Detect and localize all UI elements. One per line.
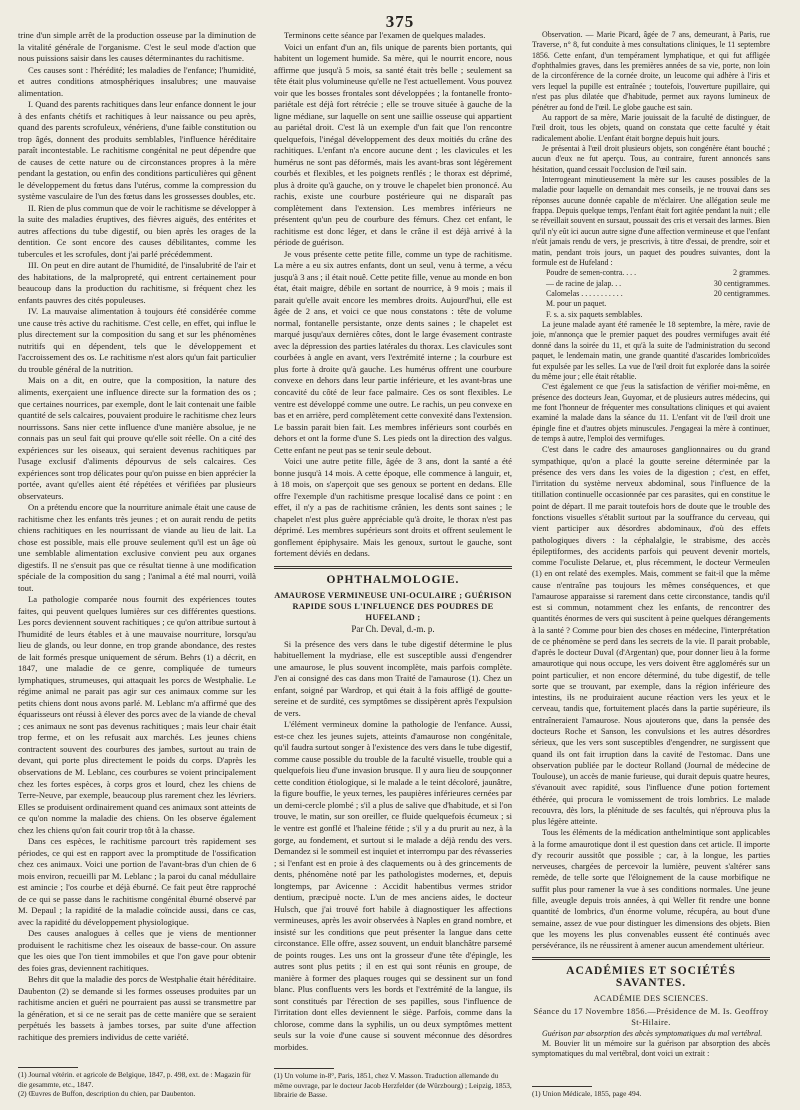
paragraph: C'est également ce que j'eus la satisfaction de vérifier moi-même, en présence des docteurs Jean, Guyomar, et de plusieurs autres médecins, qui me font l'honneur de fréquenter mes consultations cliniques et qui avaient examiné la malade dans la séance du 11. L'enfant vit de l'œil droit une épingle fine et d'autres objets minuscules. J'engageai la mère à continuer, de temps à autre, l'emploi des vermifuges. [532,382,770,444]
footnote-rule [18,1067,78,1068]
paragraph: trine d'un simple arrêt de la production osseuse par la diminution de la vitalité générale de l'organisme. C'est le seul mode d'action que nous puissions saisir dans les causes déterminantes du rachitisme. [18,30,256,64]
paragraph: Terminons cette séance par l'examen de quelques malades. [284,30,486,40]
page-number: 375 [385,12,415,31]
paragraph: Voici une autre petite fille, âgée de 3 ans, dont la santé a été bonne jusqu'à 14 mois. A cette époque, elle commence à languir, et, à 18 mois, on s'aperçoit que ses genoux se portent en dedans. Elle offre l'exemple d'un rachitisme presque localisé dans ce point : en effet, il n'y a pas de rachitisme crânien, les dents sont saines ; le chapelet n'est plus guère appréciable qu'à droite, le thorax n'est pas déprimé. Les membres supérieurs sont droits et offrent seulement le gonflement épiphysaire. Mais les genoux, surtout le gauche, sont fortement déviés en dedans. [274,456,512,559]
prescription-item: Poudre de semen-contra. . . . 2 grammes. [546,268,770,278]
paragraph: Si la présence des vers dans le tube digestif détermine le plus habituellement la mydriase, elle est susceptible aussi d'engendrer une amaurose, le plus souvent incomplète, mais parfois complète. J'en ai consigné des cas dans mon Traité de l'amaurose (1). Chez un enfant, soigné par Wardrop, et qui était à la fois affligé de goutte-sereine et de surdité, ces symptômes se dissipèrent après l'expulsion de vers. [274,638,512,718]
prescription-direction: M. pour un paquet. [546,299,607,309]
paragraph: C'est dans le cadre des amauroses ganglionnaires ou du grand sympathique, qu'on a placé la goutte sereine déterminée par la présence des vers dans les voies de la digestion ; c'est, en effet, l'irritation du système nerveux abdominal, sous l'influence de la titillation continuelle occasionnée par ces parasites, qui en constitue le point de départ. Il me parait toutefois hors de doute que le trouble des fonctions visuelles s'établit surtout par la souffrance du cerveau, qui vient participer aux désordres abdominaux, d'où des effets pathologiques divers : la céphalalgie, le strabisme, des accès épileptiformes, des accidents parfois qui peuvent devenir mortels, comme l'oculiste Delarue, et, plus récemment, le docteur Vermeulen (1) en ont relaté des exemples. Mais, comment se fait-il que la même cause n'entraîne pas toujours les mêmes conséquences, et que l'amaurose apparaisse si rarement dans cette circonstance, tandis qu'il est si commun, notamment chez les enfants, de rencontrer des quantités énormes de vers qui suscitent à peine quelques dérangements à la santé ? Comme pour bien des choses en médecine, l'interprétation de ce phénomène se perd dans les secrets de la vie. Il parait probable, d'après le docteur Duval (d'Argentan) que, pour donner lieu à la forme amaurotique qui nous occupe, les vers doivent être agglomérés sur un point particulier, et non encore déterminé, du tube digestif, de telle sorte que se trouvant, par exemple, dans la région inférieure des intestins, ils ne produiraient aucune réaction vers les yeux et le cerveau, tandis que, fortuitement placés dans la partie supérieure, ils entraîneraient l'amaurose. Nous ajouterons que, dans la pensée des docteurs Roche et Sanson, les convulsions et les autres désordres sérieux, que les vers sont susceptibles d'engendrer, ne surgissent que quand ils ont fait irruption dans la cavité de l'estomac. Dans une observation publiée par le docteur Rolland (Journal de médecine de Toulouse), un accès de manie furieuse, qui durait depuis quatre heures, s'évanouit avec rapidité, sous l'influence d'une potion fortement éthérée, qui procura le vomissement de trois lombrics. Le malade recouvra, dès lors, la plénitude de ses facultés, qui n'éprouva plus la plus légère atteinte. [532,445,770,827]
section-title: OPHTHALMOLOGIE. [326,573,460,586]
session-line: Séance du 17 Novembre 1856.—Présidence de M. Is. Geoffroy St-Hilaire. [533,1007,769,1028]
section-divider [274,566,512,569]
subsection-title: ACADÉMIE DES SCIENCES. [593,993,709,1003]
column-left [18,30,256,1043]
paragraph: Mais on a dit, en outre, que la composition, la nature des aliments, exerçaient une influence directe sur la formation des os ; que certaines nourrices, par exemple, dont le lait contenait une faible quantité de sels calcaires, pouvaient produire le rachitisme chez leurs nourrissons. Sans nier cette influence d'une manière absolue, je ne connais pas un seul fait qui prouve qu'elle soit réelle. On a cité des expériences sur les oiseaux, qui seraient devenus rachitiques par l'usage exclusif d'aliments dépourvus de sels calcaires. Ces expériences sont trop délicates pour qu'on puisse en bien apprécier la portée, avant qu'elles aient été répétées et vérifiées par plusieurs observateurs. [18,375,256,501]
footnotes-right [532,1086,770,1099]
paragraph: Tous les éléments de la médication anthelmintique sont applicables à la forme amaurotique dont il est question dans cet article. Il importe d'y recourir aussitôt que possible ; car, à la longue, les parties nerveuses, chargées de percevoir la lumière, peuvent s'altérer sans remède, de telle sorte que l'éloignement de la cause morbifique ne suffit plus pour ramener la vue à ses conditions normales. Une jeune fille, aveugle depuis trois années, à qui Weller fit rendre une bonne quantité de lombrics, d'un énorme volume, récupéra, au bout d'une semaine, assez de vue pour distinguer les dimensions des objets. Bien que les moyens les plus convenables eussent été continués avec persévérance, ils ne réussirent à amener aucun amendement ultérieur. [532,828,770,951]
paragraph: L'élément vermineux domine la pathologie de l'enfance. Aussi, est-ce chez les jeunes sujets, atteints d'amaurose non congénitale, qu'il faudra surtout songer à l'existence des vers dans le tube digestif, comme cause possible du trouble de la faculté visuelle, trouble qui a quelquefois lieu d'une invasion brusque. Il y aura lieu de soupçonner cette condition étiologique, si le malade a le teint décoloré, jaunâtre, la figure bouffie, le yeux ternes, les paupières inférieures cernées par un demi-cercle plombé ; s'il a plus de salive que d'habitude, et si l'on trouve, le matin, sur son oreiller, ce fluide quelquefois écumeux ; si le ventre est gonflé et l'haleine fétide ; s'il y a du prurit au nez, à la gorge, au fondement, et surtout si le malade a déjà rendu des vers. Demandez si le sommeil est inquiet et interrompu par des révasseries ; si l'enfant est en proie à des claquements ou à des grincements de dents, phénomène noté par les pathologistes modernes, et, depuis longtemps, par Avicenne : Accidit habentibus vermes stridor dentium, præcipuè nocte. L'un de mes anciens aides, le docteur Hulsch, que j'ai trouvé fort habile à diagnostiquer les affections vermineuses, après les avoir observées à Naples en grand nombre, et insisté sur les conditions que peut présenter la langue dans cette circonstance. Elle offre, assez souvent, un enduit blanchâtre parsemé de points rouges. Les uns ont la grosseur d'une tête d'épingle, les autres sont plus petits ; il en est qui sont réunis en groupe, de manière à former des plaques rouges qui se dessinent sur un fond blanc. Plus confluents vers les bords et l'extrémité de la langue, ils sont constitués par l'érection de ses papilles, sous l'influence de l'irritation dont elles deviennent le siège. Parfois, comme dans la chlorose, comme dans la syphilis, un ou deux symptômes mettent seuls sur la voie d'une cause si souvent méconnue des désordres morbides. [274,719,512,1052]
paragraph: Au rapport de sa mère, Marie jouissait de la faculté de distinguer, de l'œil droit, tous les objets, quand on constata que cette faculté y était radicalement abolie. L'enfant était borgne depuis huit jours. [532,112,770,143]
footnote: (2) Œuvres de Buffon, description du chien, par Daubenton. [18,1089,196,1099]
paragraph: Je vous présente cette petite fille, comme un type de rachitisme. La mère a eu six autres enfants, dont un seul, venu à terme, a vécu jusqu'à 3 ans ; il était nouê. Cette petite fille, venue au monde en bon état, était maigre, débile en sortant de nourrice, à 9 mois ; mais il parait qu'elle avait encore les membres droits. Aujourd'hui, elle est âgée de 2 ans, et voici ce que nous constatons : tête de volume normal, fontanelle persistante, onze dents saines ; le chapelet est marqué jusqu'aux dernières côtes, dont le large évasement contraste avec la dépression des parties latérales du thorax. Les clavicules sont courbées à angle en avant, vers l'extrémité interne ; la courbure est plus forte à droite qu'à gauche. Les humérus offrent une courbure convexe en dehors dans leur partie inférieure, et les avant-bras une concavité du côté de leur face palmaire. Ces os sont flexibles. Le ventre est développé comme une outre. Le rachis, un peu convexe en bas et en arrière, perd complètement cette convexité dans l'extension. Le bassin parait bien fait. Les membres inférieurs sont courbés en dehors et ont la forme d'une S. Les pieds ont la direction des valgus. Cette enfant ne peut pas se tenir seule debout. [274,248,513,455]
prescription-direction: F. s. a. six paquets semblables. [546,309,643,319]
paragraph: II. Rien de plus commun que de voir le rachitisme se développer à la suite des maladies éruptives, des fièvres aiguës, des entérites et autres affections du tube digestif, ou bien après les orages de la dentition. Ce sont encore des causes débilitantes, comme les tubercules et les scrofules, dont j'ai parlé précédemment. [18,202,256,259]
paragraph: Ces causes sont : l'hérédité; les maladies de l'enfance; l'humidité, et autres conditions atmosphériques insalubres; une mauvaise alimentation. [18,64,256,98]
paragraph: Voici un enfant d'un an, fils unique de parents bien portants, qui habitent un logement humide. Sa mère, qui le nourrit encore, nous affirme que jusqu'à 5 mois, sa santé était très belle ; seulement sa tête était plus volumineuse qu'elle ne l'est actuellement. Vous pouvez voir que les bosses frontales sont développées ; la fontanelle fronto-pariétale est déjà fort rétrécie ; elle se trouve située à gauche de la ligne médiane, sur laquelle on sent une saillie osseuse qui appartient au pariétal droit. C'est là un exemple d'un fait que l'on rencontre quelquefois, l'inégal développement des deux moitiés du crâne des rachitiques. L'enfant n'a encore aucune dent ; les clavicules et les humérus ne sont pas déformés, mais les avant-bras sont légèrement courbés et flexibles, et les poignets renflés ; le thorax est déprimé, plus à droite qu'à gauche, on y trouve le chapelet bien prononcé. Au rachis, existe une courbure postérieure qui ne disparaît pas complètement dans l'extension. Les membres inférieurs ne présentent qu'un peu de courbure des fémurs. Chez cet enfant, le rachitisme est donc léger, et dans le crâne il est déjà arrivé à la période de guérison. [274,41,512,248]
prescription-item: — de racine de jalap. . . 30 centigrammes. [546,278,770,288]
article-title: AMAUROSE VERMINEUSE UNI-OCULAIRE ; GUÉRISON RAPIDE SOUS L'INFLUENCE DES POUDRES DE HUFELAND ; [274,591,512,623]
paragraph: Interrogeant minutieusement la mère sur les causes possibles de la maladie pour laquelle on demandait mes conseils, je ne trouvai dans ses réponses aucune donnée capable de m'éclairer. Une allégation seule me frappa. Depuis quelque temps, l'enfant était fort agitée pendant la nuit ; elle se réveillait souvent en sursaut, poussait des cris et versait des larmes. Bien qu'il n'y eût ici aucun autre signe d'une affection vermineuse et que l'enfant n'eût jamais rendu de vers, je prescrivis, à titre d'essai, de prendre, soir et matin, pendant trois jours, un paquet des poudres suivantes, dont la formule est de Hufeland : [532,175,770,267]
footnote-rule [274,1068,334,1069]
paragraph: III. On peut en dire autant de l'humidité, de l'insalubrité de l'air et des habitations, de la malpropreté, qui entrent certainement pour beaucoup dans la production du rachitisme, si fréquent chez les enfants pauvres des cités populeuses. [18,260,256,305]
section-divider [532,957,770,960]
paragraph: IV. La mauvaise alimentation à toujours été considérée comme une cause très active du rachitisme. C'est celle, en effet, qui influe le plus directement sur la composition du sang et sur les phénomènes nutritifs qui en dépendent, tels que le développement et l'accroissement des os. Le rachitisme n'est alors qu'un fait particulier du trouble général de la nutrition. [18,306,256,374]
column-middle [274,30,512,1053]
prescription [532,268,770,320]
footnote: (1) Un volume in-8°, Paris, 1851, chez V. Masson. Traduction allemande du même ouvrage, par le docteur Jacob Herzfelder (de Würzbourg) ; Leipzig, 1853, librairie de Basse. [274,1071,512,1100]
paragraph: Je présentai à l'œil droit plusieurs objets, son congénère étant bouché ; aucun d'eux ne fut aperçu. Tous, au contraire, furent annoncés sans hésitation, quand cessait l'occlusion de l'œil sain. [532,143,770,174]
footnote: (1) Journal vétérin. et agricole de Belgique, 1847, p. 498, ext. de : Magazin für die gesammte, etc., 1847. [18,1070,251,1089]
footnotes-left [18,1067,256,1099]
paragraph: Dans ces espèces, le rachitisme parcourt très rapidement ses périodes, ce qui est en rapport avec la promptitude de l'ossification chez ces animaux. Voici une portion de l'avant-bras d'un chien de 6 mois environ, recueilli par M. Leblanc ; la paroi du canal médullaire est amincie ; l'os courbe et déjà éburné. Ce fait peut être rapproché de ce qui se passe dans le rachitisme congénital éburné observé par M. Depaul ; la rapidité de la maladie coïncide aussi, dans ce cas, avec la rapidité du développement physiologique. [18,836,256,927]
paragraph: I. Quand des parents rachitiques dans leur enfance donnent le jour à des enfants chétifs et rachitiques à leur naissance ou peu après, quand des parents scrofuleux, vénériens, d'une faible constitution ou trop âgés, donnent des produits semblables, l'influence héréditaire paraît incontestable. Le rachitisme congénital ne peut dépendre que de causes de cette nature ou de circonstances propres à la mère pendant la gestation, ou enfin des conditions particulières qui gênent le développement du fœtus dans l'utérus, comme la compression du système vasculaire de l'un des fœtus dans les grossesses doubles, etc. [18,99,256,202]
paragraph: La pathologie comparée nous fournit des expériences toutes faites, qui peuvent quelques lumières sur ces différentes questions. Les porcs deviennent souvent rachitiques ; ce qu'on attribue surtout à l'humidité de leurs étables et à une mauvaise nourriture, lorsqu'au lieu de glands, ou leur donne, en trop grande abondance, des restes de lait formés presque uniquement de sérum. Behrs (1) a décrit, en 1847, une maladie de ce genre, compliquée de tumeurs lymphatiques, strumeuses, qui attaquait les porcs de Westphalie. Le régime animal ne parait pas agir sur ces animaux comme sur les petits chiens dont nous avons parlé. M. Leblanc m'a affirmé que des équarisseurs ont réussi à élever des porcs avec de la viande de cheval ; ces animaux ne sont pas devenus rachitiques ; mais leur chair était trop ferme, et on les refusait aux marchés. Les jeunes chiens contractent souvent des courbures des jambes, surtout au train de devant, qui porte plus directement le poids du corps. D'après les observations de M. Leblanc, ces courbures se voient principalement chez les fortes espèces, à corps gros et lourd, chez les chiens de Terre-Neuve, par exemple, beaucoup plus rarement chez les lévriers. Elles se produisent ordinairement quand ces animaux sont atteints de ce qu'on nomme la maladie des chiens. On les observe également chez les chiens qu'on fait courir trop tôt à la chasse. [18,594,256,835]
paragraph: On a prétendu encore que la nourriture animale était une cause de rachitisme chez les enfants très jeunes ; et on aurait rendu de petits chiens rachitiques en les nourrissant de viande au lieu de lait. La chose est possible, mais elle prouve seulement qu'il est un âge où une semblable alimentation exclusive convient peu aux organes digestifs. Il ne s'ensuit pas que ce résultat tienne à une modification spéciale de la composition du sang ; l'animal a été mal nourri, voilà tout. [18,502,256,593]
paragraph: La jeune malade ayant été ramenée le 18 septembre, la mère, ravie de joie, m'annonça que le premier paquet des poudres vermifuges avait été donné dans la soirée du 11, et qu'à la suite de l'administration du second paquet, le lendemain matin, une grande quantité d'ascarides lombricoïdes fut expulsée par les selles. La vue de l'œil droit fut explorée dans la soirée du même jour ; elle était rétablie. [532,320,770,381]
footnote-rule [532,1086,592,1087]
paragraph: Behrs dit que la maladie des porcs de Westphalie était héréditaire. Daubenton (2) se demande si les formes osseuses produites par un rachitisme ancien et guéri ne pourraient pas aussi se transmettre par la génération, et si ce ne serait pas de cette manière que se seraient perpétués les bassets à jambes torses, par suite d'une affection rachitique des premiers individus de cette variété. [18,974,256,1042]
paragraph: Des causes analogues à celles que je viens de mentionner produisent le rachitisme chez les oiseaux de basse-cour. On assure que les oies que l'on tient immobiles et que l'on gave pour obtenir des foies gras, deviennent rachitiques. [18,928,256,973]
footnotes-middle [274,1068,512,1100]
paragraph: Guérison par absorption des abcès symptomatiques du mal vertébral. [542,1028,763,1038]
paragraph: Observation. — Marie Picard, âgée de 7 ans, demeurant, à Paris, rue Traverse, n° 8, fut conduite à mes consultations cliniques, le 11 septembre 1856. Cette enfant, d'un tempérament lymphatique, et qui fut affligée d'ophthalmies graves, dans les premières années de sa vie, porte, non loin de la circonférence de la cornée droite, un leucome qui adhère à l'iris et vers lequel la pupille est entraînée ; toutefois, l'ouverture pupillaire, qui n'est pas plus dilatée que d'habitude, permet aux rayons lumineux de pénétrer au fond de l'œil. Le globe gauche est sain. [532,30,770,112]
paragraph: M. Bouvier lit un mémoire sur la guérison par absorption des abcès symptomatiques du mal vertébral, dont voici un extrait : [532,1039,770,1059]
article-byline: Par Ch. Deval, d.-m. p. [351,624,435,635]
prescription-item: Calomelas . . . . . . . . . . . 20 centigrammes. [546,288,770,298]
section-title: ACADÉMIES ET SOCIÉTÉS SAVANTES. [566,965,736,989]
column-right [532,30,770,1060]
footnote: (1) Union Médicale, 1855, page 494. [532,1089,642,1098]
